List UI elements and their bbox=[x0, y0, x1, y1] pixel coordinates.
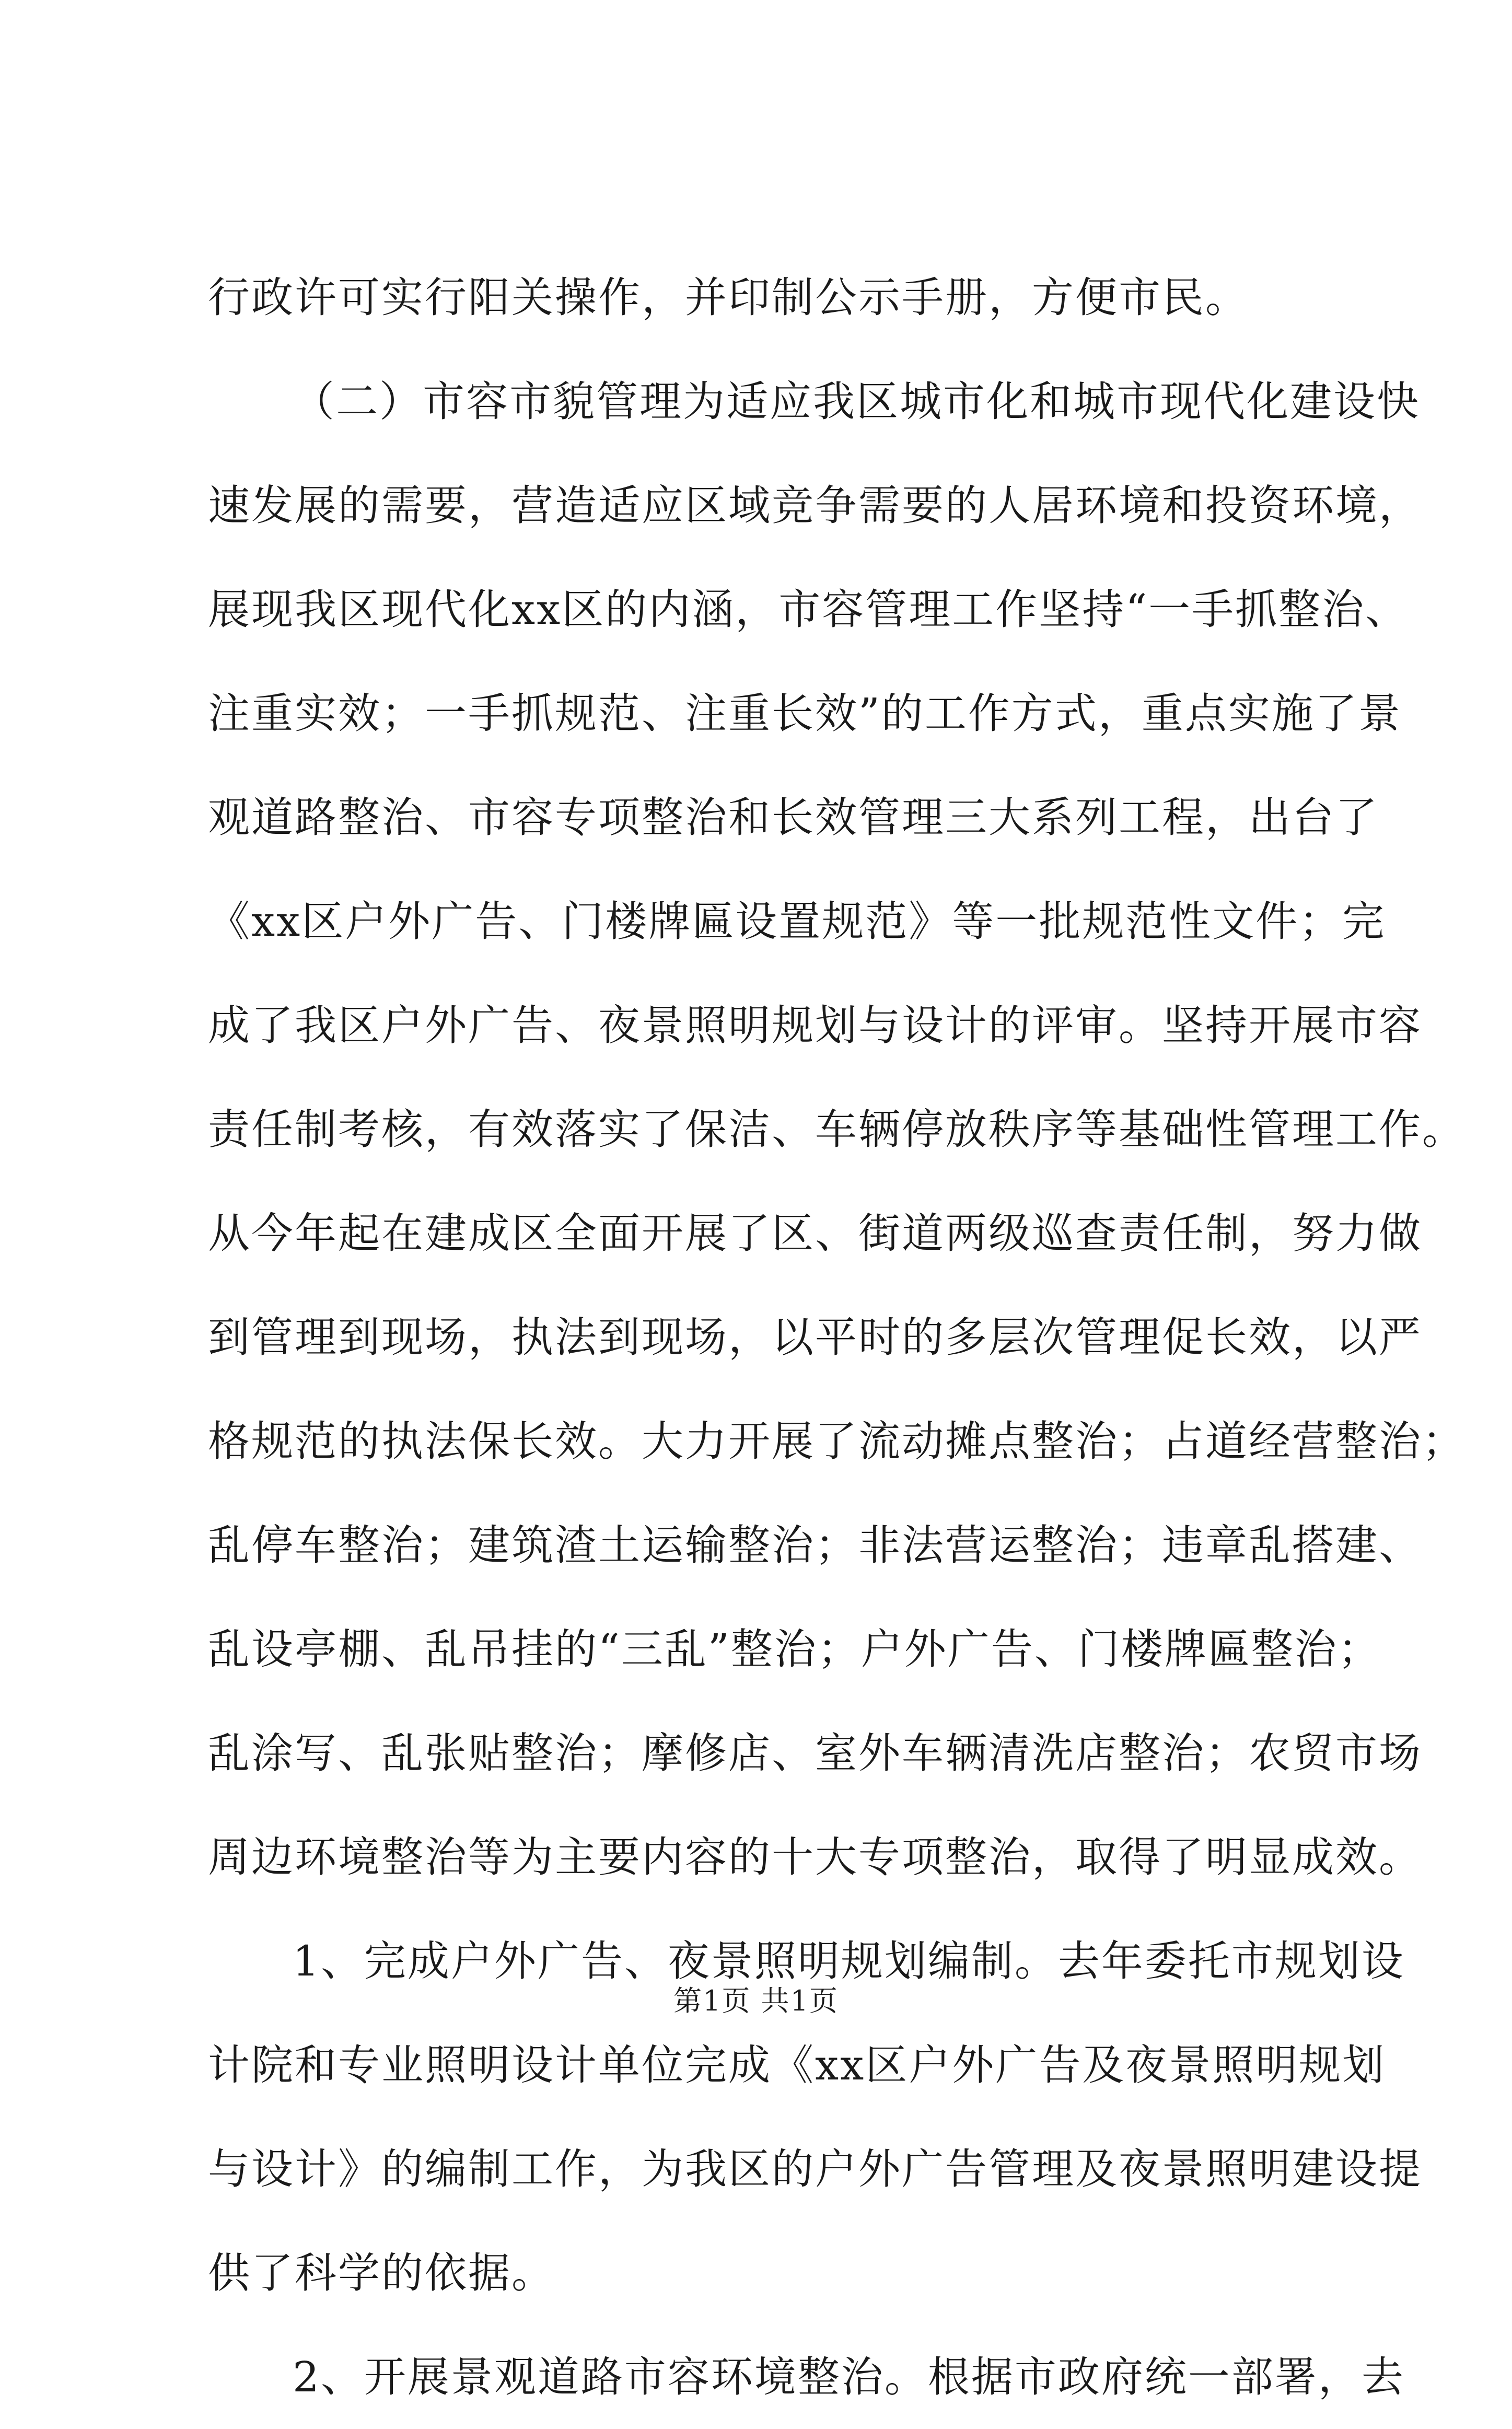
text-line-15: 乱涂写、乱张贴整治；摩修店、室外车辆清洗店整治；农贸市场 bbox=[208, 1729, 1422, 1777]
text-line-13: 乱停车整治；建筑渣土运输整治；非法营运整治；违章乱搭建、 bbox=[208, 1521, 1422, 1570]
document-body bbox=[208, 246, 1466, 2429]
text-line-9: 责任制考核，有效落实了保洁、车辆停放秩序等基础性管理工作。 bbox=[208, 1105, 1466, 1154]
text-line-19: 与设计》的编制工作，为我区的户外广告管理及夜景照明建设提 bbox=[208, 2145, 1422, 2193]
text-line-1: 行政许可实行阳关操作，并印制公示手册，方便市民。 bbox=[208, 273, 1249, 322]
text-line-20: 供了科学的依据。 bbox=[208, 2249, 555, 2297]
text-line-4: 展现我区现代化xx区的内涵，市容管理工作坚持“一手抓整治、 bbox=[208, 585, 1409, 634]
page-number-footer: 第1页 共1页 bbox=[673, 1984, 839, 2017]
text-line-11: 到管理到现场，执法到现场，以平时的多层次管理促长效，以严 bbox=[208, 1313, 1422, 1362]
text-line-14: 乱设亭棚、乱吊挂的“三乱”整治；户外广告、门楼牌匾整治； bbox=[208, 1625, 1381, 1673]
text-line-2: （二）市容市貌管理为适应我区城市化和城市现代化建设快 bbox=[293, 377, 1420, 426]
text-line-18: 计院和专业照明设计单位完成《xx区户外广告及夜景照明规划 bbox=[208, 2041, 1386, 2089]
text-line-21: 2、开展景观道路市容环境整治。根据市政府统一部署，去 bbox=[293, 2353, 1405, 2401]
text-line-6: 观道路整治、市容专项整治和长效管理三大系列工程，出台了 bbox=[208, 793, 1379, 842]
text-line-3: 速发展的需要，营造适应区域竞争需要的人居环境和投资环境， bbox=[208, 481, 1422, 530]
text-line-5: 注重实效；一手抓规范、注重长效”的工作方式，重点实施了景 bbox=[208, 689, 1402, 738]
text-line-12: 格规范的执法保长效。大力开展了流动摊点整治；占道经营整治； bbox=[208, 1417, 1466, 1466]
text-line-16: 周边环境整治等为主要内容的十大专项整治，取得了明显成效。 bbox=[208, 1833, 1422, 1881]
text-line-7: 《xx区户外广告、门楼牌匾设置规范》等一批规范性文件；完 bbox=[208, 897, 1386, 946]
text-line-8: 成了我区户外广告、夜景照明规划与设计的评审。坚持开展市容 bbox=[208, 1001, 1422, 1050]
text-line-10: 从今年起在建成区全面开展了区、街道两级巡查责任制，努力做 bbox=[208, 1209, 1422, 1258]
text-line-17: 1、完成户外广告、夜景照明规划编制。去年委托市规划设 bbox=[293, 1937, 1405, 1985]
